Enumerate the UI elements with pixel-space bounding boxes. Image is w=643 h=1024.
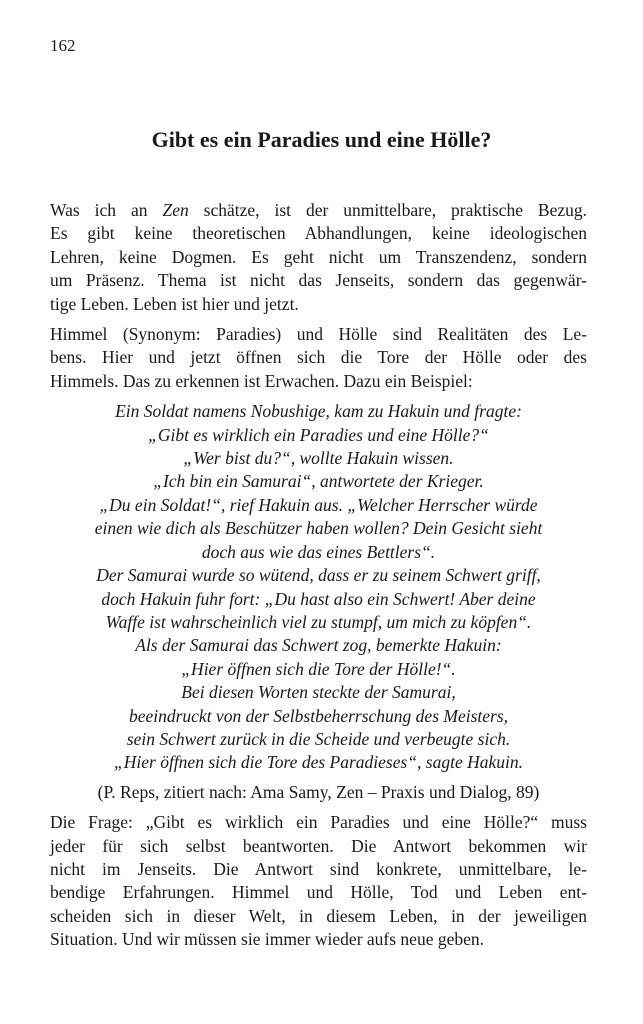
text-line: Die Frage: „Gibt es wirklich ein Paradies und eine Hölle?“ muss <box>50 812 587 833</box>
paragraph-conclusion <box>50 811 587 951</box>
citation: (P. Reps, zitiert nach: Ama Samy, Zen – Praxis und Dialog, 89) <box>97 781 540 802</box>
quote-line: „Gibt es wirklich ein Paradies und eine Hölle?“ <box>148 424 489 445</box>
quote-line: sein Schwert zurück in die Scheide und verbeugte sich. <box>126 728 511 749</box>
zen-story-quote <box>50 400 587 775</box>
quote-line: Bei diesen Worten steckte der Samurai, <box>181 682 456 703</box>
quote-line: doch aus wie das eines Bettlers“. <box>201 541 436 562</box>
paragraph-intro <box>50 199 587 316</box>
quote-line: „Hier öffnen sich die Tore des Paradieses“, sagte Hakuin. <box>114 752 523 773</box>
text-line: Himmels. Das zu erkennen ist Erwachen. Dazu ein Beispiel: <box>50 370 473 391</box>
quote-line: „Wer bist du?“, wollte Hakuin wissen. <box>183 448 454 469</box>
text-line: nicht im Jenseits. Die Antwort sind konkrete, unmittelbare, le- <box>50 858 587 879</box>
text-line: Lehren, keine Dogmen. Es geht nicht um Transzendenz, sondern <box>50 246 587 267</box>
text-line: jeder für sich selbst beantworten. Die Antwort bekommen wir <box>50 835 587 856</box>
text-line: Was ich an Zen schätze, ist der unmittelbare, praktische Bezug. <box>50 200 588 220</box>
text-line: um Präsenz. Thema ist nicht das Jenseits, sondern das gegenwär- <box>50 270 587 291</box>
text-line: bens. Hier und jetzt öffnen sich die Tore der Hölle oder des <box>50 347 587 368</box>
quote-line: Waffe ist wahrscheinlich viel zu stumpf, um mich zu köpfen“. <box>105 611 532 632</box>
chapter-title: Gibt es ein Paradies und eine Hölle? <box>151 127 492 152</box>
quote-line: Ein Soldat namens Nobushige, kam zu Hakuin und fragte: <box>115 401 522 422</box>
text-line: Es gibt keine theoretischen Abhandlungen, keine ideologischen <box>50 223 587 244</box>
text-line: Himmel (Synonym: Paradies) und Hölle sind Realitäten des Le- <box>50 324 587 345</box>
quote-line: beeindruckt von der Selbstbeherrschung des Meisters, <box>128 705 509 726</box>
text-line: Situation. Und wir müssen sie immer wieder aufs neue geben. <box>50 929 484 950</box>
text-line: bendige Erfahrungen. Himmel und Hölle, Tod und Leben ent- <box>50 882 587 903</box>
quote-line: Der Samurai wurde so wütend, dass er zu seinem Schwert griff, <box>96 565 541 586</box>
paragraph-heaven-hell <box>50 323 587 393</box>
zen-emphasis: Zen <box>162 200 189 220</box>
quote-line: doch Hakuin fuhr fort: „Du hast also ein Schwert! Aber deine <box>101 588 536 609</box>
page-number: 162 <box>50 36 76 55</box>
quote-line: einen wie dich als Beschützer haben wollen? Dein Gesicht sieht <box>94 518 543 539</box>
quote-line: „Du ein Soldat!“, rief Hakuin aus. „Welcher Herrscher würde <box>99 494 538 515</box>
quote-line: „Ich bin ein Samurai“, antwortete der Krieger. <box>153 471 484 492</box>
text-line: scheiden sich in dieser Welt, in diesem Leben, in der jeweiligen <box>50 905 587 926</box>
quote-line: Als der Samurai das Schwert zog, bemerkte Hakuin: <box>135 635 502 656</box>
page-body <box>50 199 587 959</box>
quote-line: „Hier öffnen sich die Tore der Hölle!“. <box>181 658 456 679</box>
text-line: tige Leben. Leben ist hier und jetzt. <box>50 293 299 314</box>
